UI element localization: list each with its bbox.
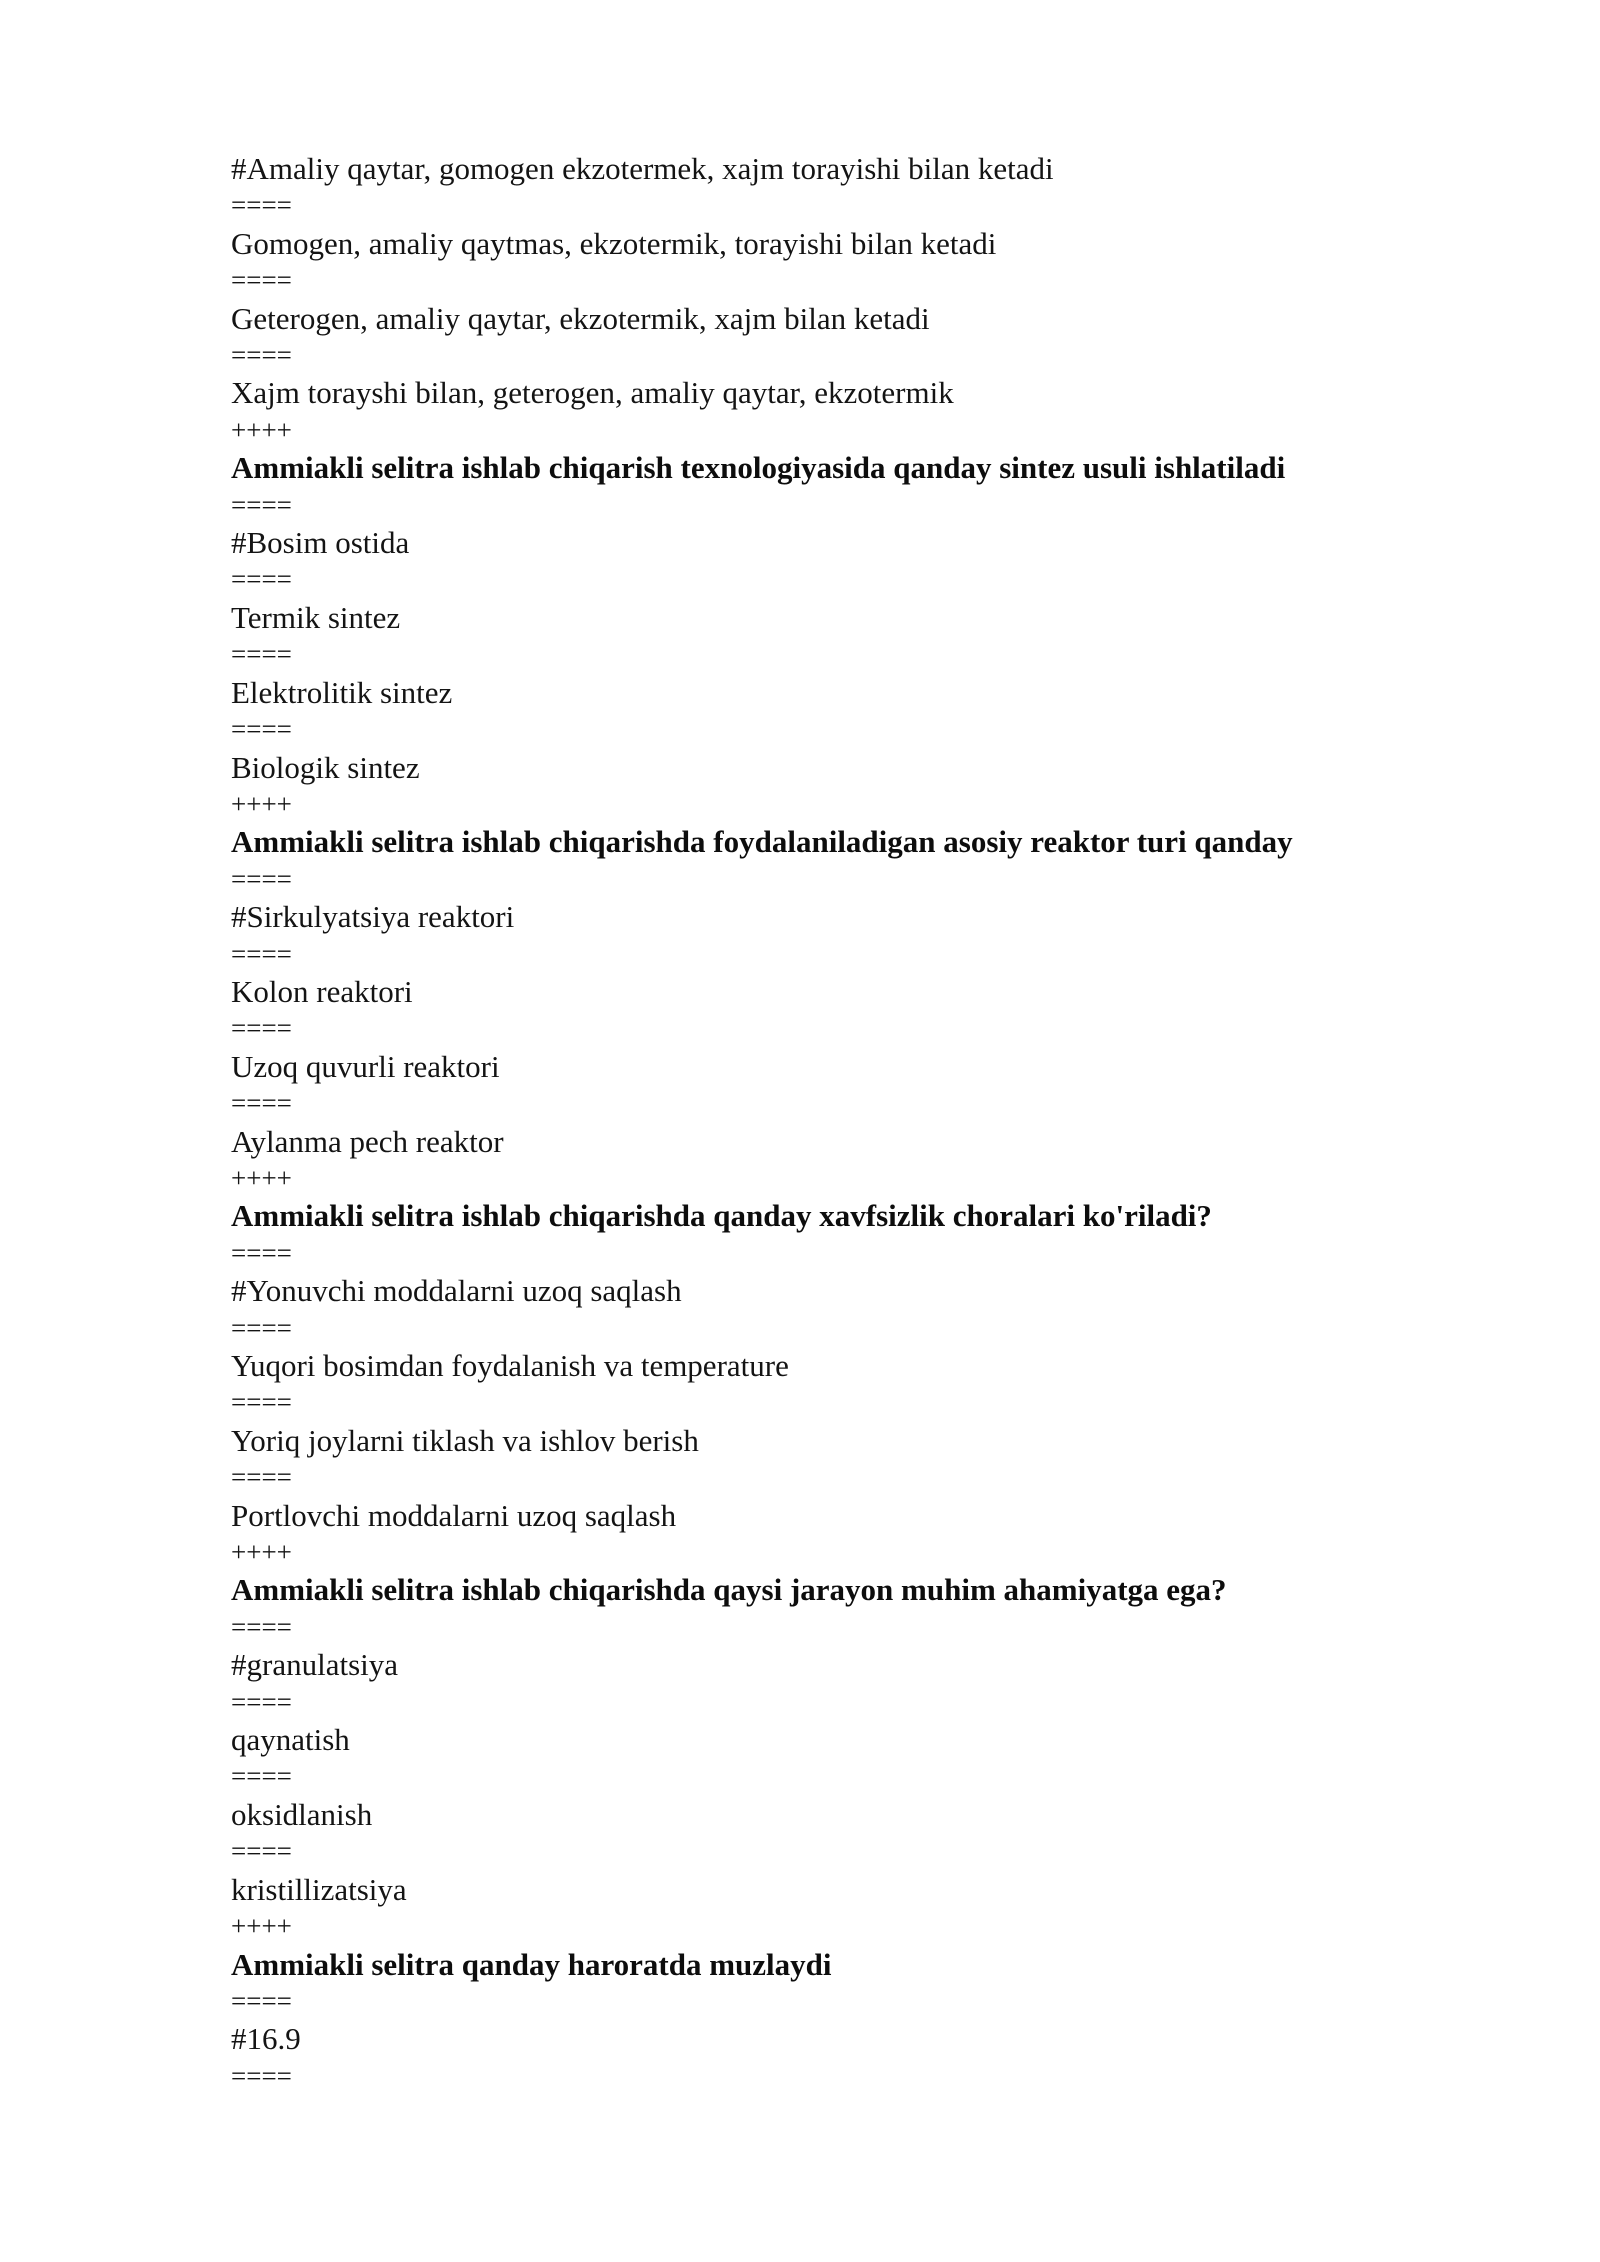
answer-option: Termik sintez: [231, 599, 401, 635]
question-separator: ++++: [231, 788, 292, 819]
answer-option: kristillizatsiya: [231, 1871, 407, 1907]
question-text: Ammiakli selitra ishlab chiqarishda foydalaniladigan asosiy reaktor turi qanday: [231, 824, 1293, 860]
option-separator: ====: [231, 190, 292, 221]
answer-option: qaynatish: [231, 1722, 350, 1758]
question-text: Ammiakli selitra ishlab chiqarishda qaysi jarayon muhim ahamiyatga ega?: [231, 1572, 1227, 1608]
option-separator: ====: [231, 1013, 292, 1044]
option-separator: ====: [231, 1088, 292, 1119]
option-separator: ====: [231, 1761, 292, 1792]
question-text: Ammiakli selitra ishlab chiqarishda qanday xavfsizlik choralari ko'riladi?: [231, 1198, 1212, 1234]
question-separator: ++++: [231, 1911, 292, 1942]
option-separator: ====: [231, 1985, 292, 2016]
option-separator: ====: [231, 1312, 292, 1343]
answer-option: Yoriq joylarni tiklash va ishlov berish: [231, 1422, 699, 1458]
question-separator: ++++: [231, 414, 292, 445]
answer-option: Aylanma pech reaktor: [231, 1123, 504, 1159]
answer-option: Geterogen, amaliy qaytar, ekzotermik, xajm bilan ketadi: [231, 300, 930, 336]
option-separator: ====: [231, 938, 292, 969]
answer-option: #granulatsiya: [231, 1647, 399, 1683]
document-body: [231, 150, 1531, 2095]
answer-option: Kolon reaktori: [231, 973, 413, 1009]
answer-option: #16.9: [231, 2021, 301, 2057]
question-text: Ammiakli selitra ishlab chiqarish texnologiyasida qanday sintez usuli ishlatiladi: [231, 450, 1286, 486]
option-separator: ====: [231, 1836, 292, 1867]
option-separator: ====: [231, 564, 292, 595]
option-separator: ====: [231, 714, 292, 745]
answer-option: Uzoq quvurli reaktori: [231, 1048, 500, 1084]
question-text: Ammiakli selitra qanday haroratda muzlaydi: [231, 1946, 832, 1982]
option-separator: ====: [231, 639, 292, 670]
answer-option: Portlovchi moddalarni uzoq saqlash: [231, 1497, 677, 1533]
question-separator: ++++: [231, 1162, 292, 1193]
answer-option: oksidlanish: [231, 1796, 373, 1832]
option-separator: ====: [231, 265, 292, 296]
option-separator: ====: [231, 863, 292, 894]
answer-option: #Amaliy qaytar, gomogen ekzotermek, xajm torayishi bilan ketadi: [231, 151, 1054, 186]
answer-option: #Sirkulyatsiya reaktori: [231, 899, 515, 935]
option-separator: ====: [231, 340, 292, 371]
answer-option: #Yonuvchi moddalarni uzoq saqlash: [231, 1273, 682, 1309]
answer-option: Gomogen, amaliy qaytmas, ekzotermik, torayishi bilan ketadi: [231, 225, 997, 261]
option-separator: ====: [231, 1611, 292, 1642]
answer-option: Biologik sintez: [231, 749, 420, 785]
answer-option: Elektrolitik sintez: [231, 674, 453, 710]
answer-option: Yuqori bosimdan foydalanish va temperature: [231, 1348, 789, 1383]
option-separator: ====: [231, 1387, 292, 1418]
option-separator: ====: [231, 489, 292, 520]
option-separator: ====: [231, 1237, 292, 1268]
answer-option: Xajm torayshi bilan, geterogen, amaliy qaytar, ekzotermik: [231, 375, 954, 411]
option-separator: ====: [231, 1462, 292, 1493]
answer-option: #Bosim ostida: [231, 525, 410, 561]
question-separator: ++++: [231, 1537, 292, 1568]
option-separator: ====: [231, 2060, 292, 2091]
option-separator: ====: [231, 1686, 292, 1717]
